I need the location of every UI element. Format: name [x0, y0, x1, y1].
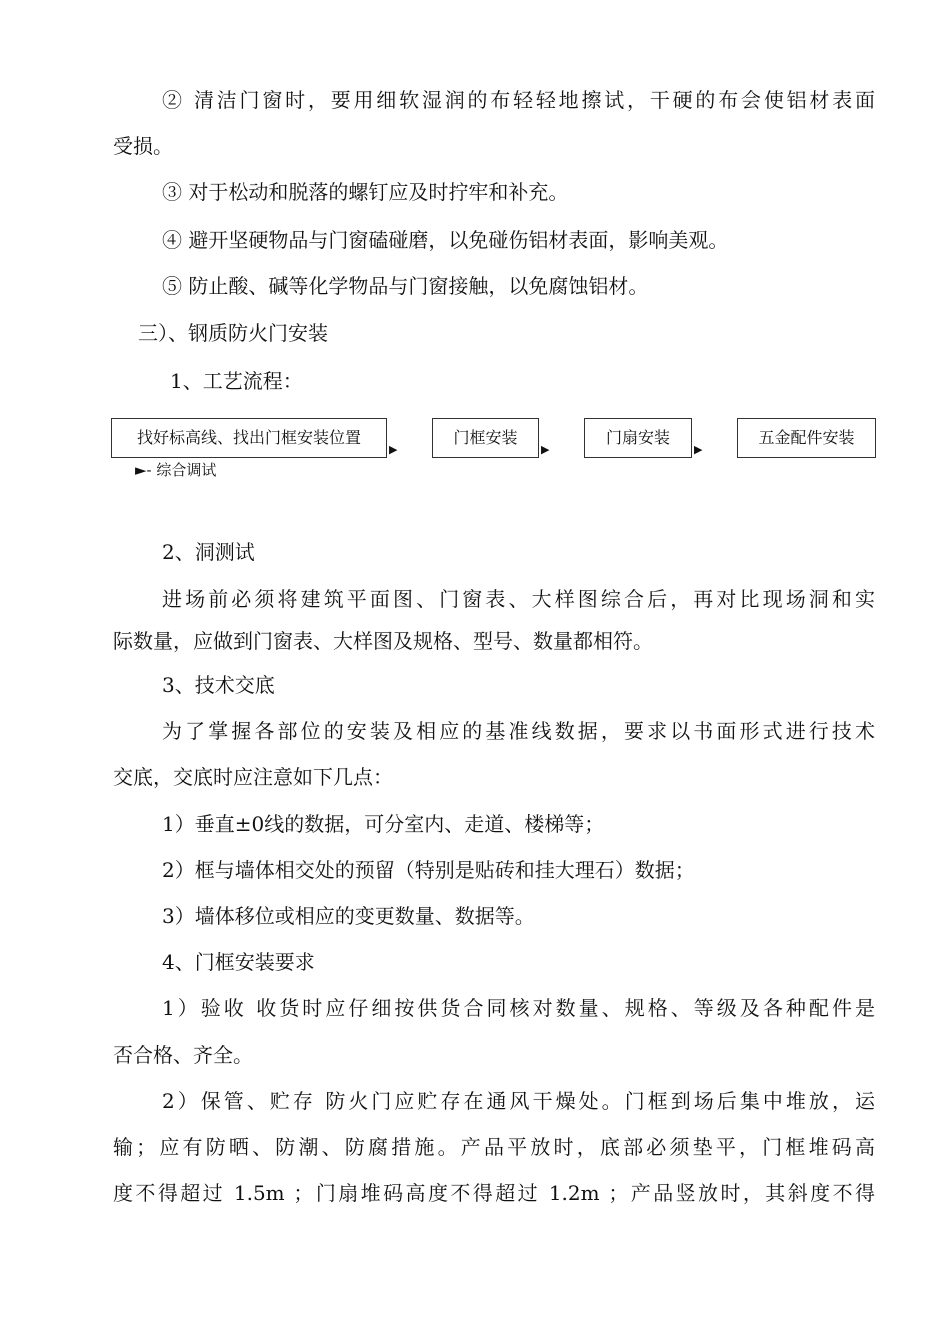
flow-arrow-2: ▶ [541, 443, 550, 456]
paragraph-2-line-1: ② 清洁门窗时，要用细软湿润的布轻轻地擦试，干硬的布会使铝材表面 [162, 88, 875, 112]
paragraph-4: ④ 避开坚硬物品与门窗磕碰磨，以免碰伤铝材表面，影响美观。 [162, 228, 729, 252]
subheading-hole-test: 2、洞测试 [162, 540, 255, 564]
briefing-item-1: 1）垂直±0线的数据，可分室内、走道、楼梯等； [162, 812, 605, 836]
requirement-2-line-2: 输；应有防晒、防潮、防腐措施。产品平放时，底部必须垫平，门框堆码高 [113, 1135, 875, 1159]
paragraph-5: ⑤ 防止酸、碱等化学物品与门窗接触，以免腐蚀铝材。 [162, 274, 649, 298]
flow-step-5: ►- 综合调试 [135, 461, 217, 479]
briefing-item-3: 3）墙体移位或相应的变更数量、数据等。 [162, 904, 535, 928]
briefing-body-line-1: 为了掌握各部位的安装及相应的基准线数据，要求以书面形式进行技术 [162, 719, 875, 743]
subheading-frame-requirements: 4、门框安装要求 [162, 950, 315, 974]
paragraph-3: ③ 对于松动和脱落的螺钉应及时拧牢和补充。 [162, 180, 569, 204]
hole-test-body-line-2: 际数量，应做到门窗表、大样图及规格、型号、数量都相符。 [113, 629, 653, 653]
flow-arrow-3: ▶ [694, 443, 703, 456]
flow-step-1: 找好标高线、找出门框安装位置 [111, 418, 387, 458]
requirement-1-line-1: 1）验收 收货时应仔细按供货合同核对数量、规格、等级及各种配件是 [162, 996, 875, 1020]
requirement-1-line-2: 否合格、齐全。 [113, 1043, 253, 1067]
hole-test-body-line-1: 进场前必须将建筑平面图、门窗表、大样图综合后，再对比现场洞和实 [162, 587, 875, 611]
paragraph-2-line-2: 受损。 [113, 134, 173, 158]
flow-step-2: 门框安装 [432, 418, 539, 458]
requirement-2-line-1: 2）保管、贮存 防火门应贮存在通风干燥处。门框到场后集中堆放，运 [162, 1089, 875, 1113]
briefing-body-line-2: 交底，交底时应注意如下几点： [113, 765, 393, 789]
flow-step-3: 门扇安装 [584, 418, 692, 458]
requirement-2-line-3: 度不得超过 1.5m ；门扇堆码高度不得超过 1.2m ；产品竖放时，其斜度不得 [113, 1181, 875, 1205]
subheading-technical-briefing: 3、技术交底 [162, 673, 275, 697]
flow-step-4: 五金配件安装 [737, 418, 876, 458]
flow-arrow-1: ▶ [389, 443, 398, 456]
briefing-item-2: 2）框与墙体相交处的预留（特别是贴砖和挂大理石）数据； [162, 858, 695, 882]
subheading-process-flow: 1、工艺流程： [170, 369, 303, 393]
section-heading-3: 三）、钢质防火门安装 [138, 321, 328, 345]
